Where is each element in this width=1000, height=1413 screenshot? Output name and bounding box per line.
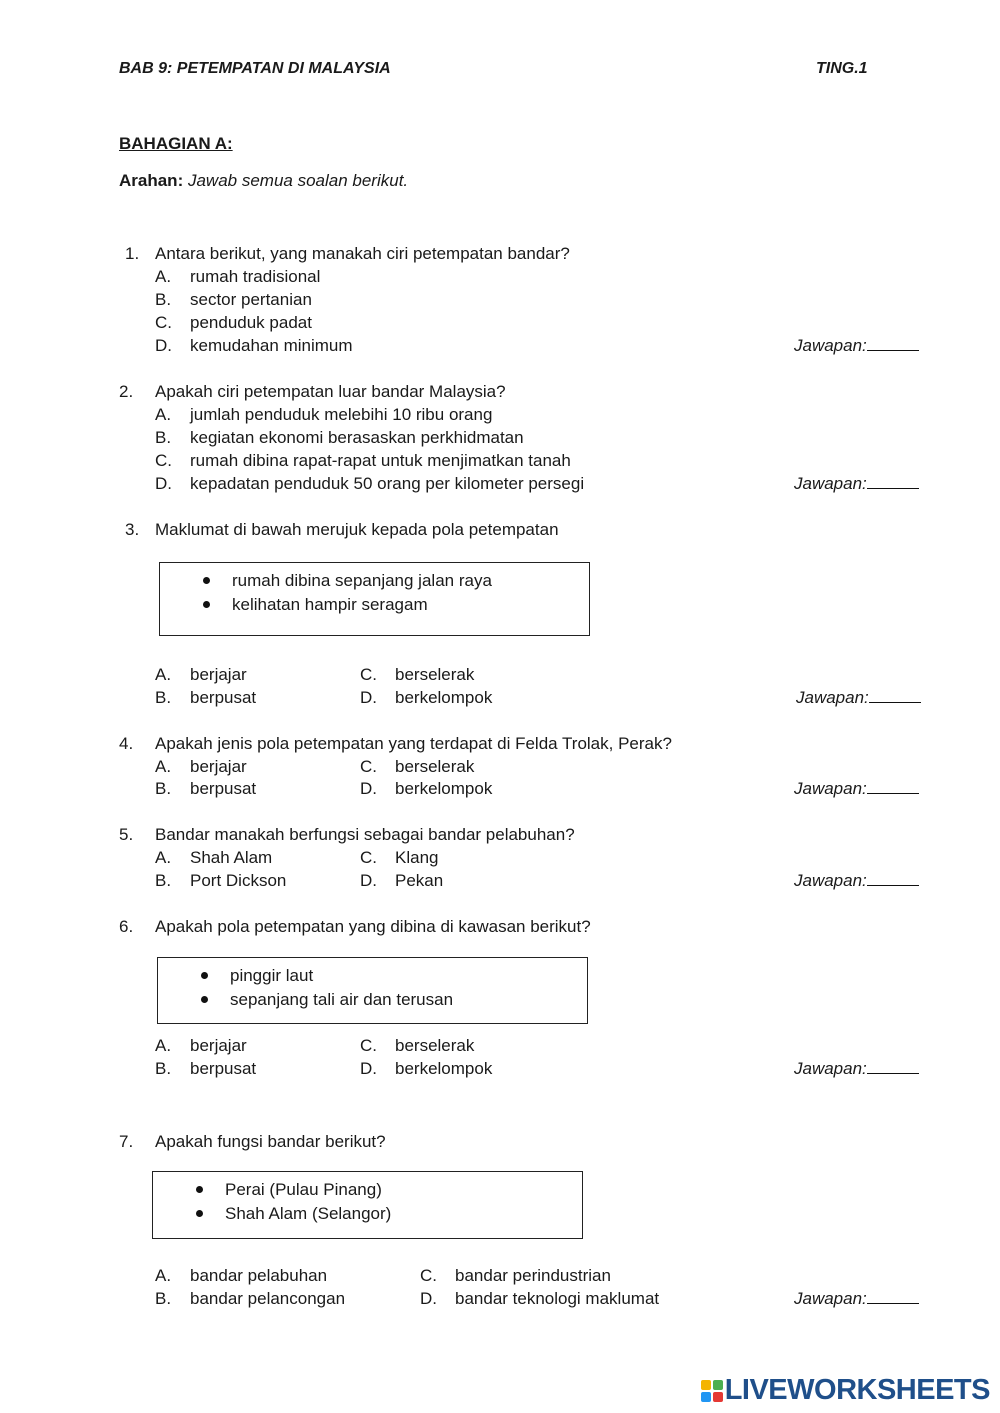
q6-option-a-letter: A.	[155, 1036, 172, 1055]
document-header-grade: TING.1	[816, 60, 868, 77]
q4-answer	[794, 779, 919, 799]
q4-option-a-letter: A.	[155, 757, 172, 776]
q1-option-c: penduduk padat	[190, 313, 312, 332]
q1-option-a-letter: A.	[155, 267, 172, 286]
bullet-icon	[196, 1210, 203, 1217]
q6-option-a: berjajar	[190, 1036, 247, 1055]
q2-option-a-letter: A.	[155, 405, 172, 424]
q3-option-c: berselerak	[395, 665, 475, 684]
q6-option-b-letter: B.	[155, 1059, 172, 1078]
document-header-title: BAB 9: PETEMPATAN DI MALAYSIA	[119, 60, 391, 77]
liveworksheets-logo-icon	[701, 1380, 723, 1402]
q5-option-b-letter: B.	[155, 871, 172, 890]
q7-option-b-letter: B.	[155, 1289, 172, 1308]
q6-option-d: berkelompok	[395, 1059, 493, 1078]
q7-info-item-text: Shah Alam (Selangor)	[225, 1204, 392, 1223]
liveworksheets-logo-text: LIVEWORKSHEETS	[724, 1374, 990, 1406]
q7-option-d: bandar teknologi maklumat	[455, 1289, 660, 1308]
instruction-label: Arahan:	[119, 171, 184, 190]
q6-info-box	[157, 957, 588, 1024]
q7-answer	[794, 1289, 919, 1309]
bullet-icon	[201, 996, 208, 1003]
q3-info-item	[203, 595, 428, 615]
q3-number: 3.	[125, 520, 140, 539]
q1-answer-label: Jawapan:	[794, 336, 867, 355]
q6-info-item	[201, 990, 453, 1010]
q5-option-b: Port Dickson	[190, 871, 287, 890]
instruction-text: Jawab semua soalan berikut.	[187, 171, 409, 190]
q6-answer	[794, 1059, 919, 1079]
q3-option-d-letter: D.	[360, 688, 377, 707]
q7-answer-blank[interactable]	[867, 1289, 919, 1304]
q6-answer-blank[interactable]	[867, 1059, 919, 1074]
q4-answer-blank[interactable]	[867, 779, 919, 794]
q5-option-a-letter: A.	[155, 848, 172, 867]
q1-option-b: sector pertanian	[190, 290, 312, 309]
q1-option-b-letter: B.	[155, 290, 172, 309]
q6-option-d-letter: D.	[360, 1059, 377, 1078]
q2-option-b: kegiatan ekonomi berasaskan perkhidmatan	[190, 428, 524, 447]
q3-info-item	[203, 571, 492, 591]
q5-answer-label: Jawapan:	[794, 871, 867, 890]
q6-text: Apakah pola petempatan yang dibina di kawasan berikut?	[155, 917, 591, 936]
q5-answer-blank[interactable]	[867, 871, 919, 886]
q6-answer-label: Jawapan:	[794, 1059, 867, 1078]
logo-square-red	[713, 1392, 723, 1402]
q6-info-item-text: pinggir laut	[230, 966, 314, 985]
q4-option-d: berkelompok	[395, 779, 493, 798]
q4-answer-label: Jawapan:	[794, 779, 867, 798]
q1-option-a: rumah tradisional	[190, 267, 321, 286]
logo-square-yellow	[701, 1380, 711, 1390]
q3-text: Maklumat di bawah merujuk kepada pola petempatan	[155, 520, 559, 539]
q7-option-d-letter: D.	[420, 1289, 437, 1308]
q1-option-d: kemudahan minimum	[190, 336, 353, 355]
q2-answer-label: Jawapan:	[794, 474, 867, 493]
q5-option-d-letter: D.	[360, 871, 377, 890]
q2-answer-blank[interactable]	[867, 474, 919, 489]
q3-info-item-text: rumah dibina sepanjang jalan raya	[232, 571, 492, 590]
q2-option-c: rumah dibina rapat-rapat untuk menjimatkan tanah	[190, 451, 571, 470]
q7-option-c-letter: C.	[420, 1266, 437, 1285]
q3-info-box	[159, 562, 590, 636]
q3-option-d: berkelompok	[395, 688, 493, 707]
q2-option-d-letter: D.	[155, 474, 172, 493]
q4-option-d-letter: D.	[360, 779, 377, 798]
q6-number: 6.	[119, 917, 134, 936]
q2-option-d: kepadatan penduduk 50 orang per kilometer persegi	[190, 474, 585, 493]
q2-option-b-letter: B.	[155, 428, 172, 447]
q3-option-c-letter: C.	[360, 665, 377, 684]
bullet-icon	[203, 601, 210, 608]
q6-info-item	[201, 966, 313, 986]
q3-answer-label: Jawapan:	[796, 688, 869, 707]
instruction	[119, 171, 408, 191]
q5-number: 5.	[119, 825, 134, 844]
section-title: BAHAGIAN A:	[119, 134, 233, 153]
q3-info-item-text: kelihatan hampir seragam	[232, 595, 428, 614]
q3-option-a: berjajar	[190, 665, 247, 684]
q1-option-d-letter: D.	[155, 336, 172, 355]
q7-info-item	[196, 1204, 391, 1224]
q4-text: Apakah jenis pola petempatan yang terdapat di Felda Trolak, Perak?	[155, 734, 672, 753]
q7-info-item-text: Perai (Pulau Pinang)	[225, 1180, 382, 1199]
q1-number: 1.	[125, 244, 140, 263]
logo-square-blue	[701, 1392, 711, 1402]
q7-info-box	[152, 1171, 583, 1239]
bullet-icon	[203, 577, 210, 584]
q2-option-a: jumlah penduduk melebihi 10 ribu orang	[190, 405, 493, 424]
q6-option-c: berselerak	[395, 1036, 475, 1055]
q4-number: 4.	[119, 734, 134, 753]
q2-number: 2.	[119, 382, 134, 401]
q4-option-c-letter: C.	[360, 757, 377, 776]
q3-option-b-letter: B.	[155, 688, 172, 707]
q4-option-a: berjajar	[190, 757, 247, 776]
q5-answer	[794, 871, 919, 891]
q3-answer-blank[interactable]	[869, 688, 921, 703]
q5-text: Bandar manakah berfungsi sebagai bandar pelabuhan?	[155, 825, 575, 844]
q5-option-d: Pekan	[395, 871, 444, 890]
logo-square-green	[713, 1380, 723, 1390]
q7-info-item	[196, 1180, 382, 1200]
q6-option-c-letter: C.	[360, 1036, 377, 1055]
q3-option-b: berpusat	[190, 688, 257, 707]
q7-answer-label: Jawapan:	[794, 1289, 867, 1308]
q1-answer-blank[interactable]	[867, 336, 919, 351]
q1-answer	[794, 336, 919, 356]
q7-option-a: bandar pelabuhan	[190, 1266, 328, 1285]
q5-option-c: Klang	[395, 848, 439, 867]
q4-option-c: berselerak	[395, 757, 475, 776]
q5-option-a: Shah Alam	[190, 848, 273, 867]
bullet-icon	[201, 972, 208, 979]
q7-number: 7.	[119, 1132, 134, 1151]
q2-answer	[794, 474, 919, 494]
q7-option-c: bandar perindustrian	[455, 1266, 611, 1285]
liveworksheets-logo[interactable]	[701, 1374, 990, 1407]
q3-option-a-letter: A.	[155, 665, 172, 684]
q4-option-b: berpusat	[190, 779, 257, 798]
q4-option-b-letter: B.	[155, 779, 172, 798]
q2-option-c-letter: C.	[155, 451, 172, 470]
q2-text: Apakah ciri petempatan luar bandar Malaysia?	[155, 382, 506, 401]
q7-option-a-letter: A.	[155, 1266, 172, 1285]
q7-text: Apakah fungsi bandar berikut?	[155, 1132, 386, 1151]
q1-text: Antara berikut, yang manakah ciri petempatan bandar?	[155, 244, 570, 263]
q3-answer	[796, 688, 921, 708]
q1-option-c-letter: C.	[155, 313, 172, 332]
q6-info-item-text: sepanjang tali air dan terusan	[230, 990, 454, 1009]
q6-option-b: berpusat	[190, 1059, 257, 1078]
q7-option-b: bandar pelancongan	[190, 1289, 346, 1308]
q5-option-c-letter: C.	[360, 848, 377, 867]
bullet-icon	[196, 1186, 203, 1193]
